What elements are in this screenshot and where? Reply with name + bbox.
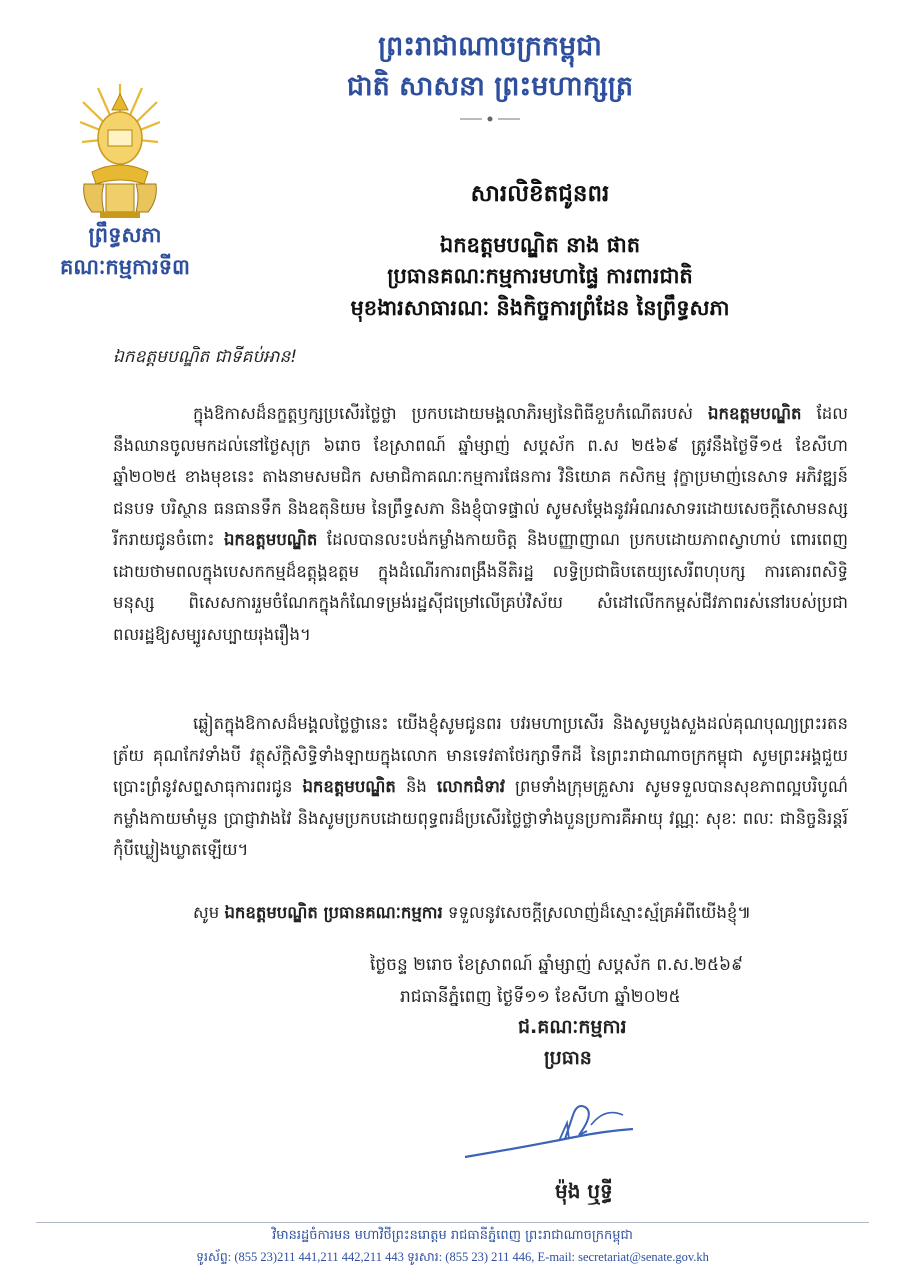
handwritten-signature: [455, 1095, 645, 1175]
signer-name: ម៉ុង ឬទ្ធី: [555, 1179, 613, 1203]
solar-date: រាជធានីភ្នំពេញ ថ្ងៃទី១១ ខែសីហា ឆ្នាំ២០២៥: [400, 987, 681, 1007]
body-paragraph-2: ឆ្លៀតក្នុងឱកាសដ៏មង្គលថ្លៃថ្លានេះ យើងខ្ញុំសូមជូនពរ បវរមហាប្រសើរ និងសូមបួងសួងដល់គុណបុណ្យព្រះរតនត្រ័យ គុណកែវទាំងបី វត្ថុស័ក្តិសិទ្ធិទាំងឡាយក្នុងលោក មានទេវតាថែរក្សាទឹកដី នៃព្រះរាជាណាចក្រកម្ពុជា សូមព្រះអង្គជួយប្រោះព្រំនូវសព្ទសាធុការពរជូន ឯកឧត្តមបណ្ឌិត និង លោកជំទាវ ព្រមទាំងក្រុមគ្រួសារ សូមទទួលបានសុខភាពល្អបរិបូណ៌ កម្លាំងកាយមាំមួន ប្រាជ្ញាវាងវៃ និងសូមប្រកបដោយពុទ្ធពរដ៏ប្រសើរថ្លៃថ្លាទាំងបួនប្រការគឺអាយុ វណ្ណៈ សុខៈ ពលៈ ជានិច្ចនិរន្តរ៍កុំបីឃ្លៀងឃ្លាតឡើយ។: [113, 714, 848, 859]
kingdom-heading: ព្រះរាជាណាចក្រកម្ពុជា: [378, 31, 602, 62]
institution-name: ព្រឹទ្ធសភា: [88, 223, 162, 247]
body-paragraph-1: ក្នុងឱកាសដ៏នក្ខត្តឫក្សប្រសើរថ្លៃថ្លា ប្រកបដោយមង្គលាភិរម្យនៃពិធីខួបកំណើតរបស់ ឯកឧត្តមបណ្ឌិត ដែលនឹងឈានចូលមកដល់នៅថ្ងៃសុក្រ ៦រោច ខែស្រាពណ៍ ឆ្នាំម្សាញ់ សប្តស័ក ព.ស ២៥៦៩ ត្រូវនឹងថ្ងៃទី១៥ ខែសីហា ឆ្នាំ២០២៥ ខាងមុខនេះ តាងនាមសមជិក សមាជិកាគណៈកម្មការផែនការ វិនិយោគ កសិកម្ម វុក្ខាប្រមាញ់នេសាទ អភិវឌ្ឍន៍ជនបទ បរិស្ថាន ធនធានទឹក និងឧតុនិយម នៃព្រឹទ្ធសភា និងខ្ញុំបាទផ្ទាល់ សូមសម្តែងនូវអំណរសាទរដោយសេចក្តីសោមនស្សរីករាយជូនចំពោះ ឯកឧត្តមបណ្ឌិត ដែលបានលះបង់កម្លាំងកាយចិត្ត និងបញ្ញាញាណ ប្រកបដោយភាពស្វាហាប់ ពោរពេញដោយថាមពលក្នុងបេសកកម្មដ៏ឧត្តុង្គឧត្តម ក្នុងដំណើរការពង្រឹងនីតិរដ្ឋ លទ្ធិប្រជាធិបតេយ្យសេរីពហុបក្ស ការគោរពសិទ្ធិមនុស្ស ពិសេសការរួមចំណែកក្នុងកំណែទម្រង់រដ្ឋស៊ីជម្រៅលើគ្រប់វិស័យ សំដៅលើកកម្ពស់ជីវភាពរស់នៅរបស់ប្រជាពលរដ្ឋឱ្យសម្បូរសប្បាយរុងរឿង។: [113, 404, 848, 644]
senate-emblem-icon: [78, 80, 162, 220]
lunar-date: ថ្ងៃចន្ទ ២រោច ខែស្រាពណ៍ ឆ្នាំម្សាញ់ សប្តស័ក ព.ស.២៥៦៩: [370, 955, 744, 975]
footer-contact: ទូរស័ព្ទ: (855 23)211 441,211 442,211 443 ទូរសារ: (855 23) 211 446, E-mail: secretariat@senate.gov.kh: [196, 1250, 709, 1264]
on-behalf-label: ជ.គណៈកម្មការ: [518, 1016, 627, 1038]
national-motto: ជាតិ សាសនា ព្រះមហាក្សត្រ: [346, 71, 634, 102]
recipient-position-line-1: ប្រធានគណៈកម្មការមហាផ្ទៃ ការពារជាតិ: [387, 264, 693, 288]
footer-address: វិមានរដ្ឋចំការមន មហាវិថីព្រះនរោត្តម រាជធានីភ្នំពេញ ព្រះរាជាណាចក្រកម្ពុជា: [272, 1228, 633, 1243]
salutation: ឯកឧត្តមបណ្ឌិត ជាទីគប់អាន!: [113, 347, 298, 367]
ornament-divider: [75, 110, 905, 129]
body-paragraph-3: សូម ឯកឧត្តមបណ្ឌិត ប្រធានគណៈកម្មការ ទទួលនូវសេចក្តីស្រលាញ់ដ៏ស្មោះស្ម័គ្រអំពីយើងខ្ញុំ៕: [193, 903, 752, 922]
committee-name: គណៈកម្មការទី៣: [60, 255, 190, 279]
recipient-name: ឯកឧត្តមបណ្ឌិត នាង ផាត: [439, 233, 641, 257]
signer-role: ប្រធាន: [544, 1047, 592, 1069]
footer-divider: [36, 1222, 869, 1223]
recipient-position-line-2: មុខងារសាធារណៈ និងកិច្ចការព្រំដែន នៃព្រឹទ្ធសភា: [350, 296, 730, 320]
document-type: សារលិខិតជូនពរ: [470, 181, 610, 207]
